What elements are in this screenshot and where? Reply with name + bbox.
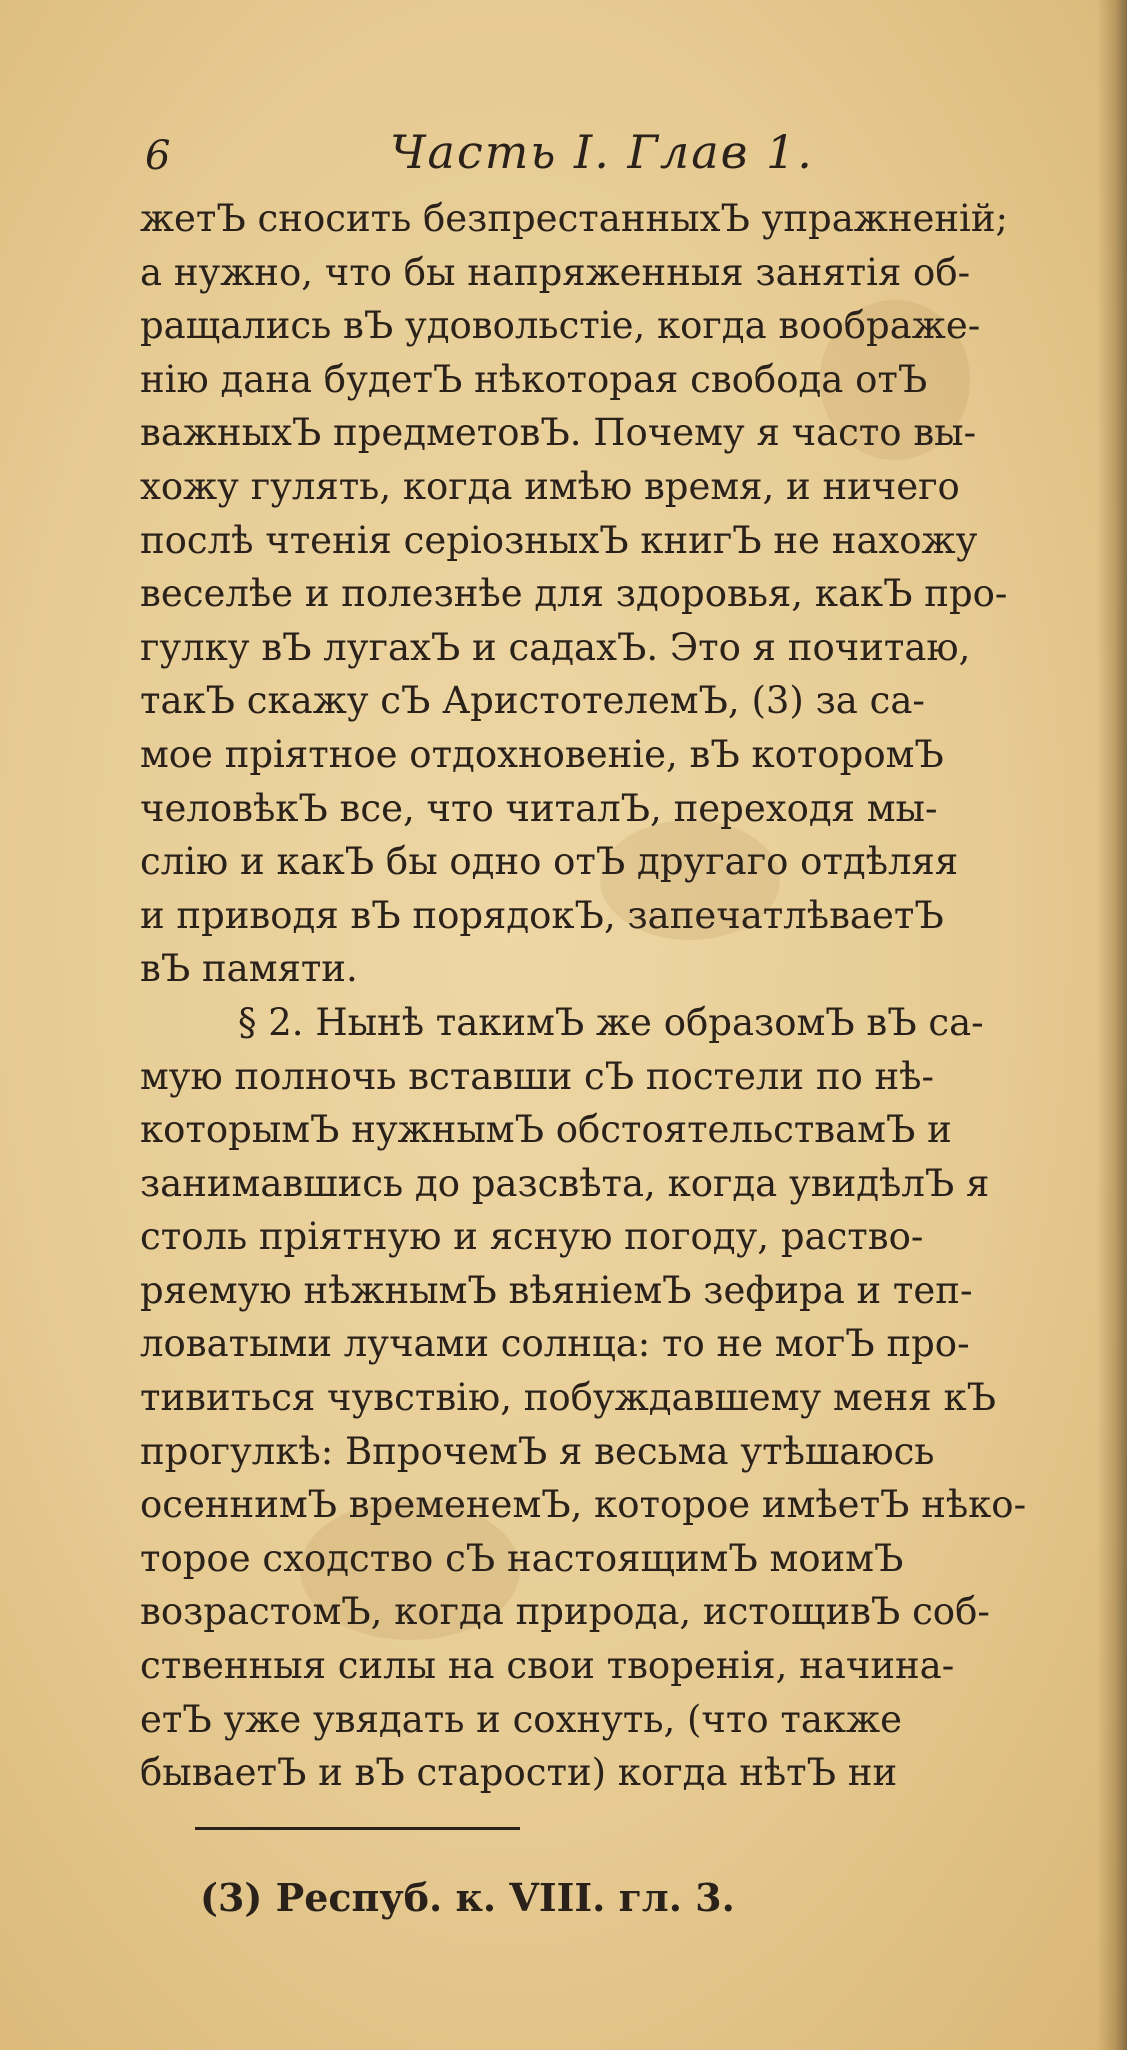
- page-header: [140, 125, 1040, 185]
- text-line: § 2. Нынѣ такимЪ же образомЪ вЪ са-: [238, 1000, 984, 1044]
- text-line: ловатыми лучами солнца: то не могЪ про-: [140, 1322, 970, 1366]
- text-line: а нужно, что бы напряженныя занятія об-: [140, 250, 971, 294]
- text-line: мую полночь вставши сЪ постели по нѣ-: [140, 1054, 935, 1098]
- text-line: мое пріятное отдохновеніе, вЪ которомЪ: [140, 732, 944, 776]
- text-line: нію дана будетЪ нѣкоторая свобода отЪ: [140, 357, 928, 401]
- text-line: ращались вЪ удовольстіе, когда воображе-: [140, 304, 981, 348]
- text-line: бываетЪ и вЪ старости) когда нѣтЪ ни: [140, 1751, 898, 1795]
- text-line: гулку вЪ лугахЪ и садахЪ. Это я почитаю,: [140, 625, 971, 669]
- text-line: етЪ уже увядать и сохнуть, (что также: [140, 1697, 902, 1741]
- text-line: важныхЪ предметовЪ. Почему я часто вы-: [140, 411, 977, 455]
- text-line: такЪ скажу сЪ АристотелемЪ, (3) за са-: [140, 679, 925, 723]
- page-edge-shadow: [1097, 0, 1127, 2050]
- text-line: хожу гулять, когда имѣю время, и ничего: [140, 464, 960, 508]
- text-line: и приводя вЪ порядокЪ, запечатлѣваетЪ: [140, 893, 944, 937]
- text-line: столь пріятную и ясную погоду, раство-: [140, 1215, 924, 1259]
- running-head: Часть I. Глав 1.: [390, 125, 814, 179]
- text-line: занимавшись до разсвѣта, когда увидѣлЪ я: [140, 1161, 990, 1205]
- text-line: человѣкЪ все, что читалЪ, переходя мы-: [140, 786, 938, 830]
- text-line: прогулкѣ: ВпрочемЪ я весьма утѣшаюсь: [140, 1429, 935, 1473]
- text-line: слію и какЪ бы одно отЪ другаго отдѣляя: [140, 840, 959, 884]
- text-line: возрастомЪ, когда природа, истощивЪ соб-: [140, 1590, 990, 1634]
- text-line: торое сходство сЪ настоящимЪ моимЪ: [140, 1536, 904, 1580]
- text-line: веселѣе и полезнѣе для здоровья, какЪ про-: [140, 572, 1008, 616]
- text-line: тивиться чувствію, побуждавшему меня кЪ: [140, 1376, 996, 1420]
- page-number: 6: [145, 133, 171, 179]
- footnote: (3) Респуб. к. VIII. гл. 3.: [200, 1875, 735, 1920]
- text-line: жетЪ сносить безпрестанныхЪ упражненій;: [140, 197, 1009, 240]
- text-line: вЪ памяти.: [140, 947, 358, 991]
- body-text: [140, 192, 1100, 1800]
- text-line: осеннимЪ временемЪ, которое имѣетЪ нѣко-: [140, 1483, 1027, 1527]
- text-line: ряемую нѣжнымЪ вѣяніемЪ зефира и теп-: [140, 1268, 973, 1312]
- text-line: которымЪ нужнымЪ обстоятельствамЪ и: [140, 1108, 952, 1152]
- text-line: ственныя силы на свои творенія, начина-: [140, 1644, 955, 1688]
- footnote-rule: [195, 1827, 520, 1830]
- text-line: послѣ чтенія серіозныхЪ книгЪ не нахожу: [140, 518, 978, 562]
